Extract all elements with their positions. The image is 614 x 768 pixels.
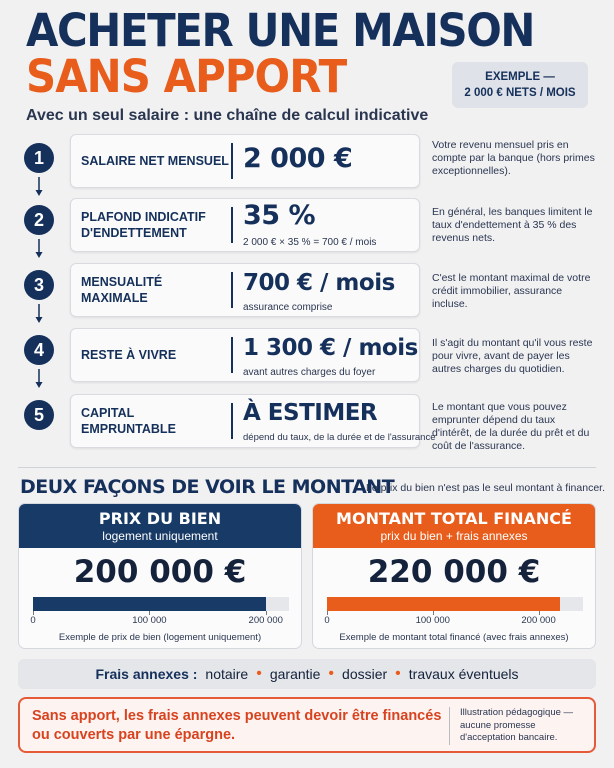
panel-amount: 200 000 €: [73, 554, 247, 590]
step-value: 35 %: [243, 200, 316, 231]
example-badge-line2: 2 000 € NETS / MOIS: [464, 87, 576, 99]
step-divider: [231, 403, 233, 439]
axis-tick-label: 100 000: [415, 615, 450, 626]
step-divider: [231, 207, 233, 243]
warning-text: Sans apport, les frais annexes peuvent devoir être financés ou couverts par une épargne.: [32, 708, 442, 743]
panel-header: [313, 504, 595, 548]
bullet-dot-icon: •: [328, 665, 335, 682]
axis-tick-label: 200 000: [521, 615, 556, 626]
step-number-3: 3: [24, 270, 54, 300]
section-note: Le prix du bien n'est pas le seul montant à financer.: [366, 482, 605, 494]
step-description: C'est le montant maximal de votre crédit immobilier, assurance incluse.: [432, 272, 591, 310]
progress-fill: [327, 597, 560, 611]
example-badge: [452, 62, 588, 108]
step-value: 700 € / mois: [243, 270, 395, 296]
disclaimer-text: Illustration pédagogique — aucune promesse d'acceptation bancaire.: [460, 707, 574, 743]
panel-prix-du-bien: [18, 503, 302, 649]
page-title-line1: ACHETER UNE MAISON: [26, 4, 535, 57]
step-card-1: [70, 134, 420, 188]
step-note: dépend du taux, de la durée et de l'assurance: [243, 432, 436, 443]
down-arrow-icon: [37, 304, 41, 324]
step-card-3: [70, 263, 420, 317]
step-label: SALAIRE NET MENSUEL: [81, 154, 229, 168]
down-arrow-icon: [37, 239, 41, 259]
step-description: Le montant que vous pouvez emprunter dépend du taux d'intérêt, de la durée du prêt et du coût de l'assurance.: [432, 401, 590, 452]
panel-subtitle: prix du bien + frais annexes: [380, 529, 528, 543]
panel-subtitle: logement uniquement: [102, 529, 218, 543]
step-description: Votre revenu mensuel pris en compte par la banque (hors primes exceptionnelles).: [432, 139, 595, 177]
frais-label: Frais annexes :: [95, 666, 198, 682]
bullet-dot-icon: •: [395, 665, 401, 682]
frais-item: dossier: [342, 666, 388, 682]
step-card-2: [70, 198, 420, 252]
down-arrow-icon: [37, 369, 41, 389]
step-divider: [231, 337, 233, 373]
step-number-2: 2: [24, 205, 54, 235]
step-number-1: 1: [24, 143, 54, 173]
panel-amount: 220 000 €: [367, 554, 541, 590]
page-title-line2: SANS APPORT: [26, 50, 347, 103]
step-card-4: [70, 328, 420, 382]
step-value: 2 000 €: [243, 143, 353, 174]
panel-montant-total-finance: [312, 503, 596, 649]
step-divider: [231, 272, 233, 308]
axis-tick-label: 100 000: [132, 615, 167, 626]
axis-tick-label: 0: [30, 615, 36, 626]
step-note: avant autres charges du foyer: [243, 367, 376, 378]
step-value: À ESTIMER: [243, 400, 378, 426]
frais-item: garantie: [269, 666, 321, 682]
example-badge-line1: EXEMPLE —: [485, 71, 555, 83]
progress-track: [327, 597, 583, 611]
step-value: 1 300 € / mois: [243, 335, 418, 361]
step-description: Il s'agit du montant qu'il vous reste pour vivre, avant de payer les autres charges du quotidien.: [432, 337, 593, 375]
panel-caption: Exemple de montant total financé (avec frais annexes): [339, 632, 569, 643]
step-card-5: [70, 394, 436, 448]
frais-annexes-bar: [18, 659, 596, 689]
warning-box: [18, 697, 596, 753]
step-label: RESTE À VIVRE: [81, 348, 177, 362]
step-divider: [231, 143, 233, 179]
axis-tick-label: 0: [324, 615, 330, 626]
panel-header: [19, 504, 301, 548]
step-note: 2 000 € × 35 % = 700 € / mois: [243, 237, 377, 248]
panel-title: MONTANT TOTAL FINANCÉ: [336, 509, 572, 528]
step-number-4: 4: [24, 335, 54, 365]
step-number-5: 5: [24, 400, 54, 430]
progress-track: [33, 597, 289, 611]
section-divider: [18, 467, 596, 468]
frais-item: notaire: [205, 666, 249, 682]
warning-divider: [449, 707, 450, 745]
panel-title: PRIX DU BIEN: [98, 509, 222, 528]
axis-tick-label: 200 000: [248, 615, 283, 626]
step-label: MENSUALITÉ MAXIMALE: [81, 275, 163, 305]
panel-caption: Exemple de prix de bien (logement uniquement): [58, 632, 262, 643]
page-subtitle: Avec un seul salaire : une chaîne de calcul indicative: [26, 107, 429, 124]
step-label: PLAFOND INDICATIF D'ENDETTEMENT: [81, 210, 206, 240]
bullet-dot-icon: •: [256, 665, 262, 682]
step-description: En général, les banques limitent le taux d'endettement à 35 % des revenus nets.: [432, 206, 593, 244]
step-label: CAPITAL EMPRUNTABLE: [81, 406, 176, 436]
progress-fill: [33, 597, 266, 611]
down-arrow-icon: [37, 177, 41, 197]
frais-item: travaux éventuels: [408, 666, 519, 682]
step-note: assurance comprise: [243, 302, 333, 313]
section-title: DEUX FAÇONS DE VOIR LE MONTANT: [20, 476, 395, 498]
